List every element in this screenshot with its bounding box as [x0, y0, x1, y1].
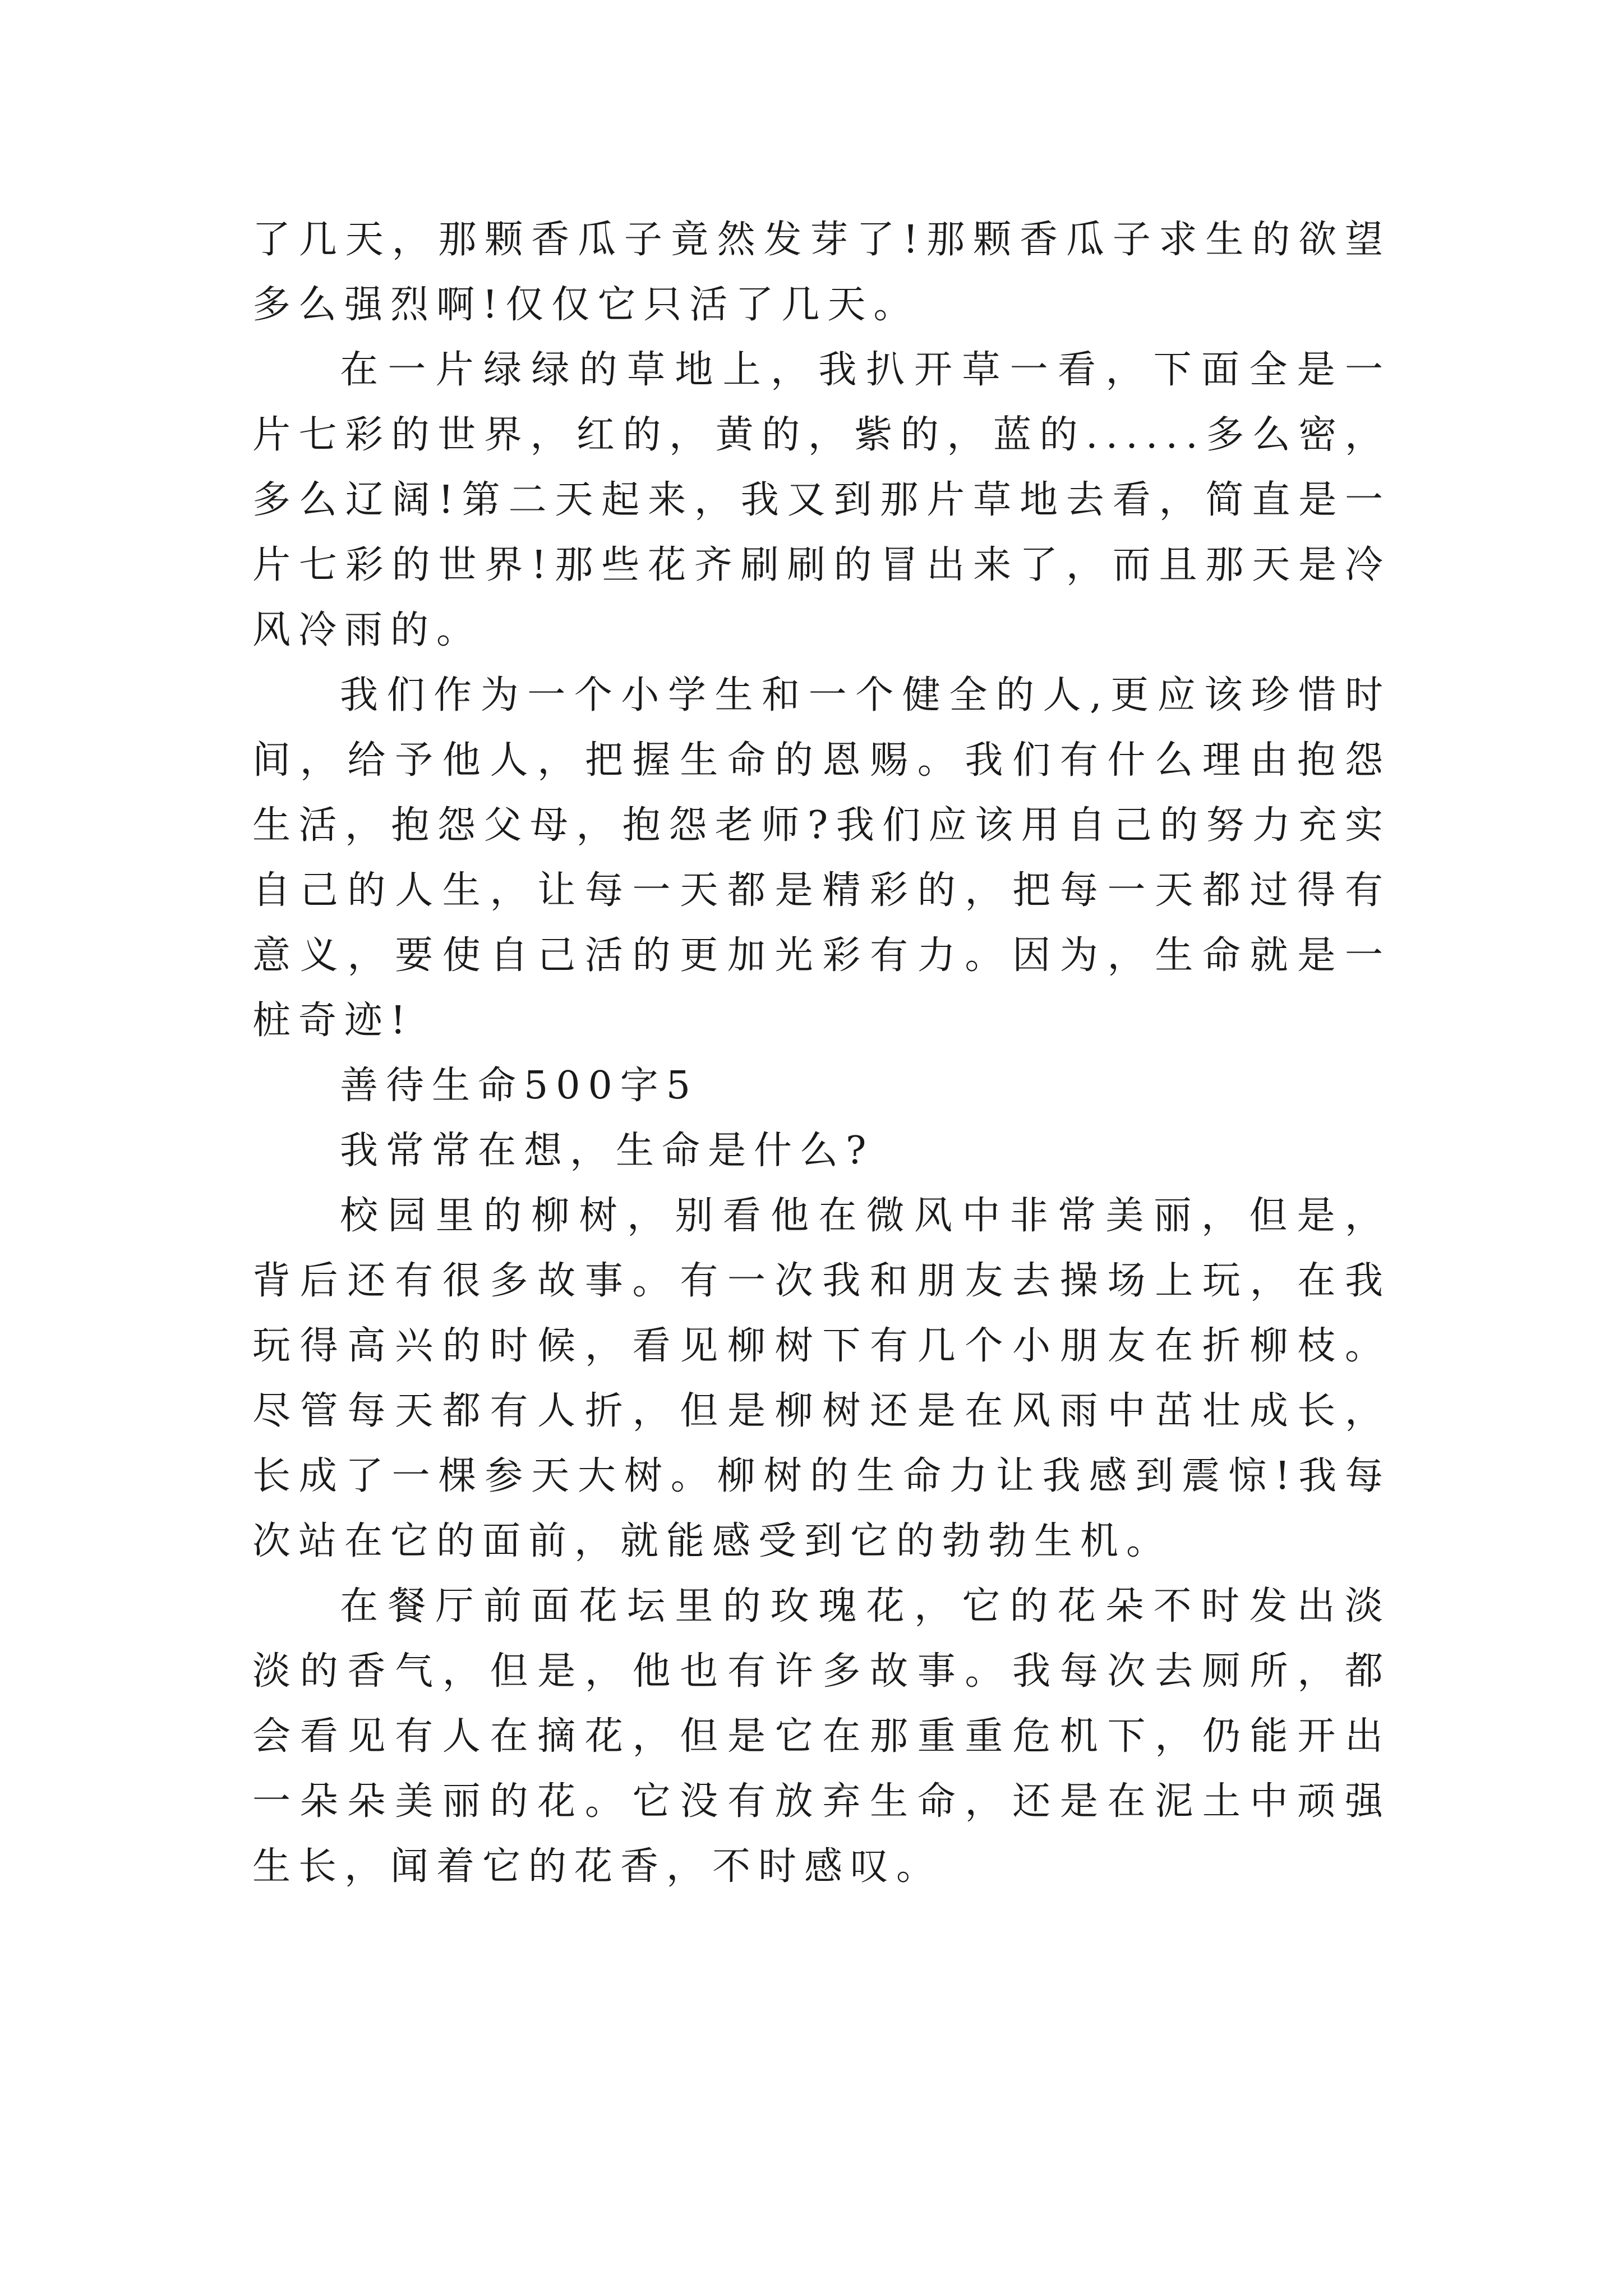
paragraph-willow: 校园里的柳树，别看他在微风中非常美丽，但是，背后还有很多故事。有一次我和朋友去操场上玩，在我玩得高兴的时候，看见柳树下有几个小朋友在折柳枝。尽管每天都有人折，但是柳树还是在风雨中茁壮成长，长成了一棵参天大树。柳树的生命力让我感到震惊!我每次站在它的面前，就能感受到它的勃勃生机。 — [252, 1194, 1391, 1563]
document-body — [252, 208, 1391, 1899]
paragraph-continuation: 了几天，那颗香瓜子竟然发芽了!那颗香瓜子求生的欲望多么强烈啊!仅仅它只活了几天。 — [252, 218, 1391, 327]
paragraph-cherish-time: 我们作为一个小学生和一个健全的人,更应该珍惜时间，给予他人，把握生命的恩赐。我们有什么理由抱怨生活，抱怨父母，抱怨老师?我们应该用自己的努力充实自己的人生，让每一天都是精彩的，把每一天都过得有意义，要使自己活的更加光彩有力。因为，生命就是一桩奇迹! — [252, 673, 1391, 1043]
section-heading: 善待生命500字5 — [340, 1064, 699, 1108]
paragraph-grassland: 在一片绿绿的草地上，我扒开草一看，下面全是一片七彩的世界，红的，黄的，紫的，蓝的......多么密，多么辽阔!第二天起来，我又到那片草地去看，简直是一片七彩的世界!那些花齐刷刷的冒出来了，而且那天是冷风冷雨的。 — [252, 348, 1391, 652]
paragraph-question: 我常常在想，生命是什么? — [340, 1129, 874, 1173]
paragraph-rose: 在餐厅前面花坛里的玫瑰花，它的花朵不时发出淡淡的香气，但是，他也有许多故事。我每次去厕所，都会看见有人在摘花，但是它在那重重危机下，仍能开出一朵朵美丽的花。它没有放弃生命，还是在泥土中顽强生长，闻着它的花香，不时感叹。 — [252, 1584, 1391, 1889]
